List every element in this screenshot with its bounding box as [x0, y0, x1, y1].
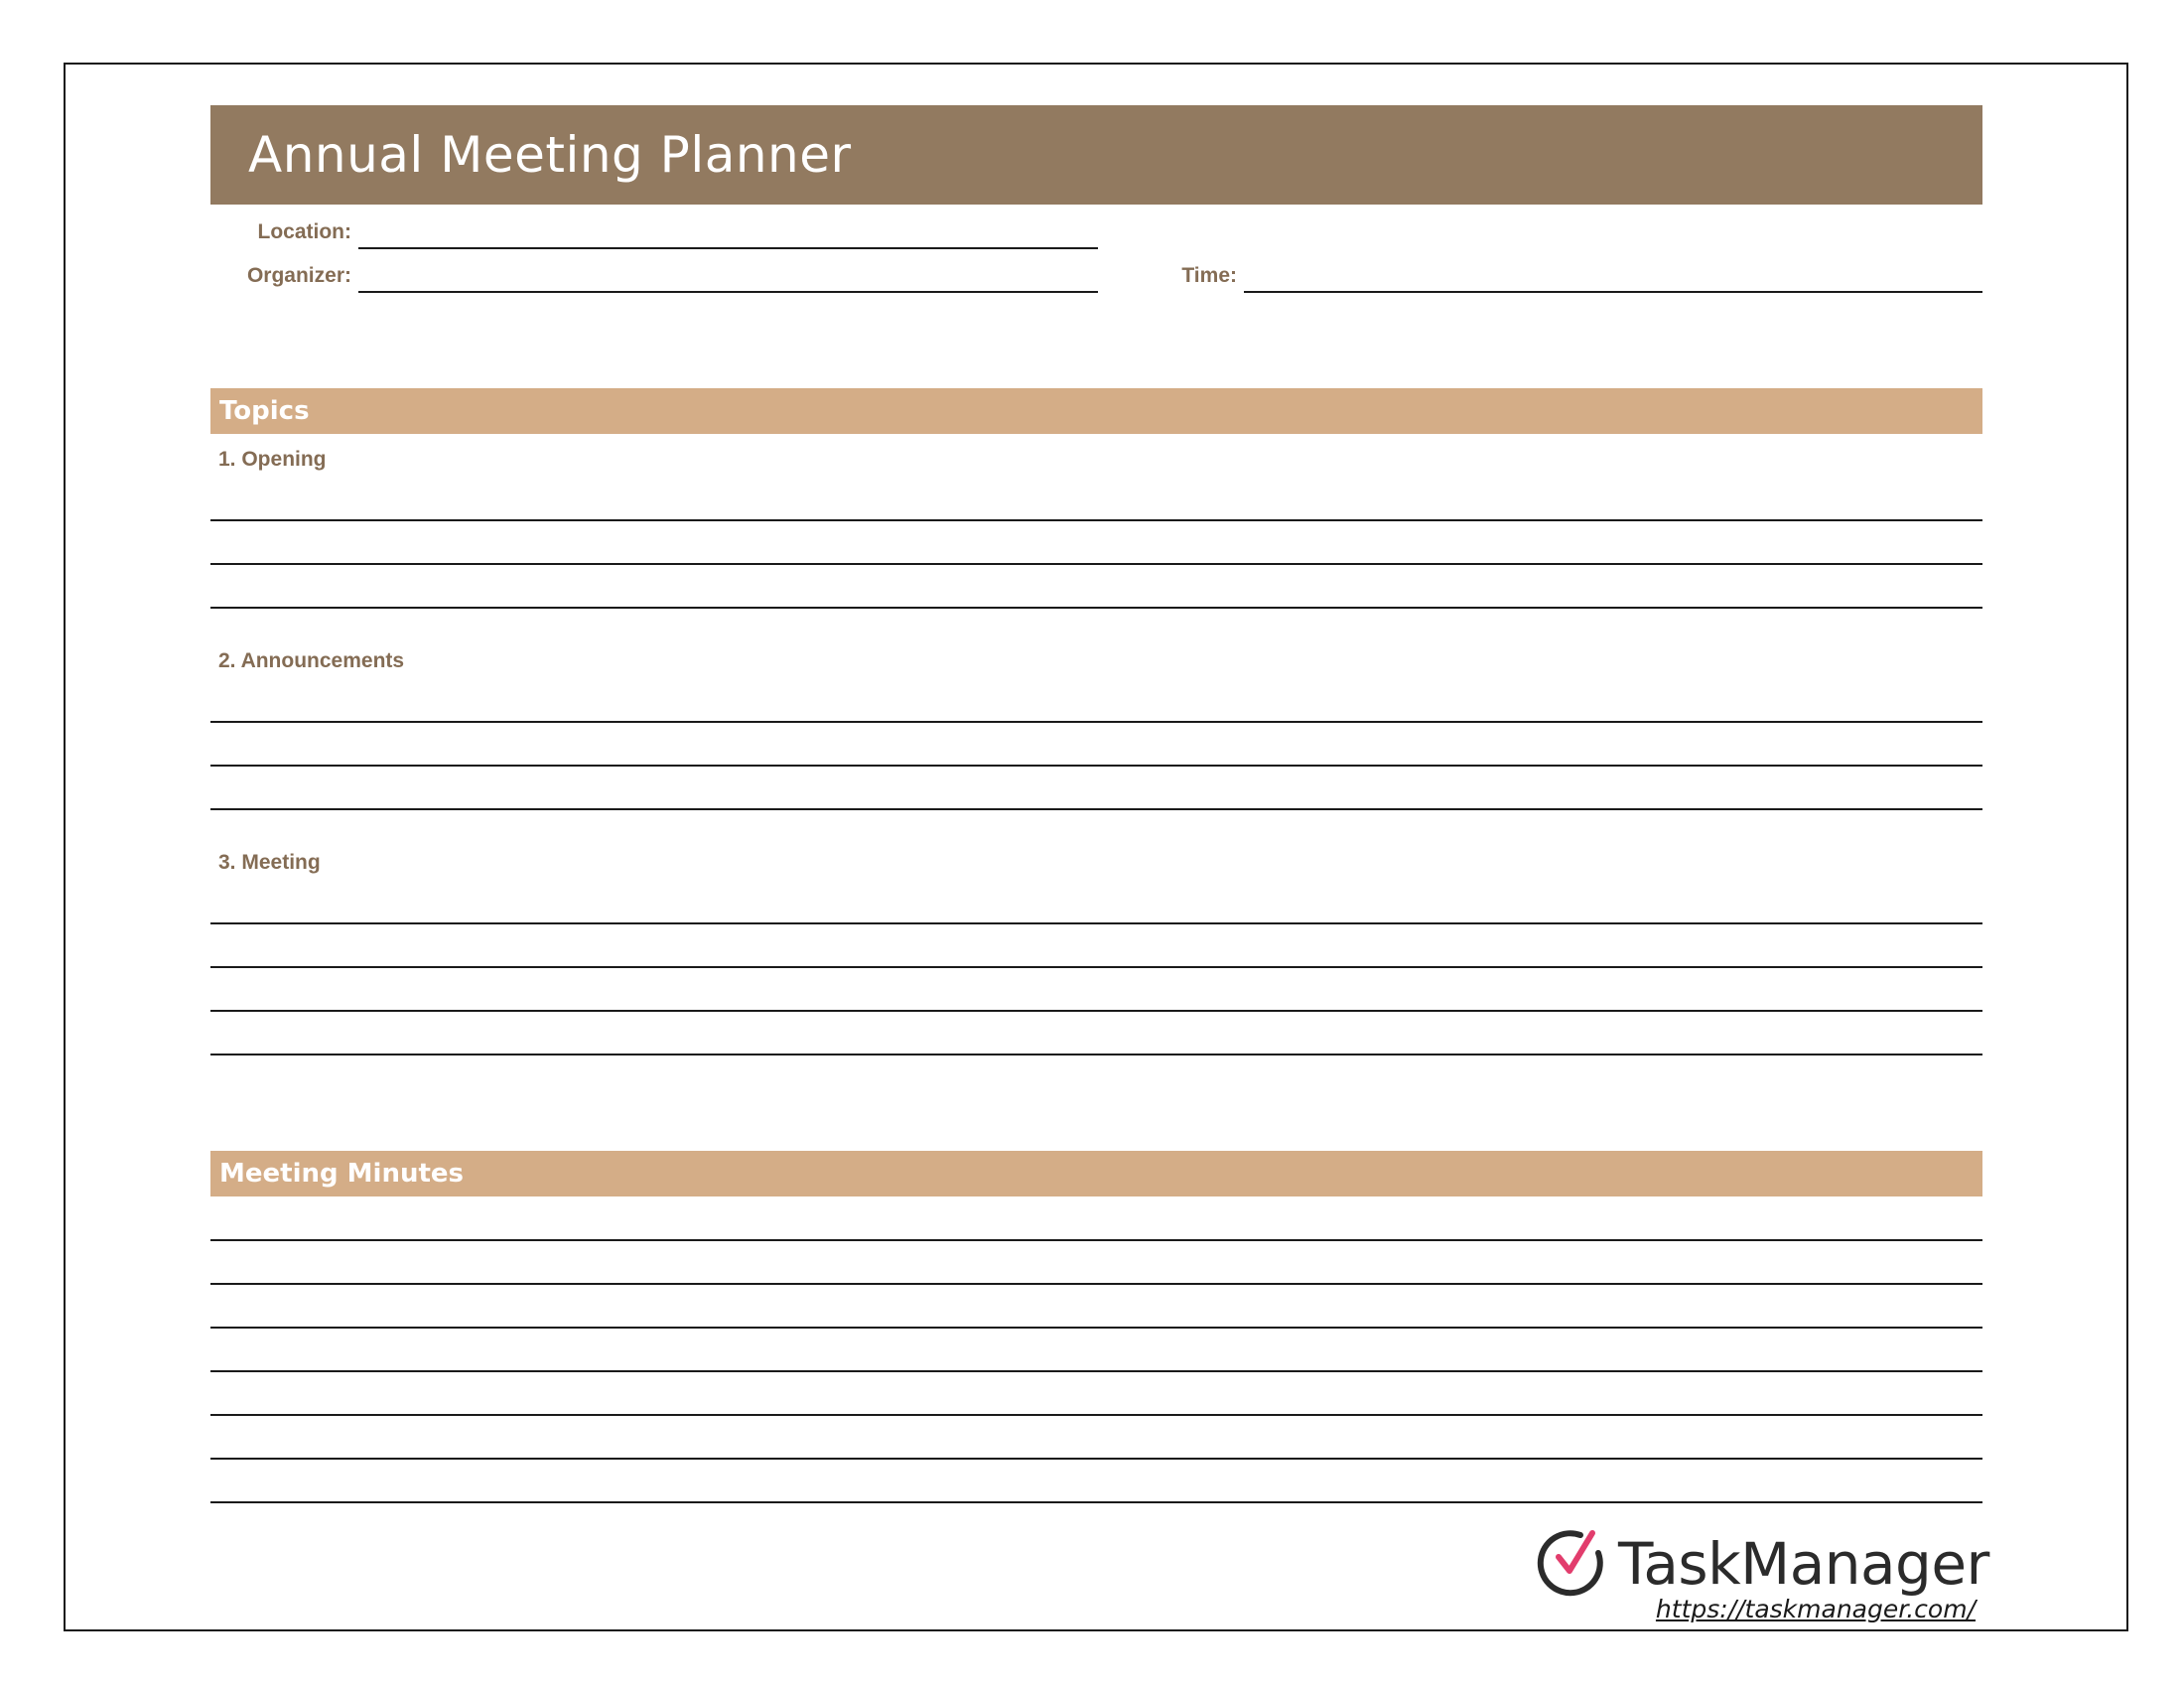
- meeting-line-2[interactable]: [210, 966, 1982, 968]
- announcements-line-2[interactable]: [210, 765, 1982, 767]
- minutes-line-7[interactable]: [210, 1501, 1982, 1503]
- check-circle-icon: [1537, 1527, 1606, 1597]
- time-field[interactable]: [1244, 291, 1982, 293]
- meeting-line-3[interactable]: [210, 1010, 1982, 1012]
- minutes-line-1[interactable]: [210, 1239, 1982, 1241]
- location-label: Location:: [257, 220, 351, 243]
- organizer-label: Organizer:: [246, 264, 351, 287]
- minutes-line-2[interactable]: [210, 1283, 1982, 1285]
- minutes-header: Meeting Minutes: [210, 1151, 1982, 1196]
- meeting-line-4[interactable]: [210, 1054, 1982, 1055]
- brand-name: TaskManager: [1618, 1530, 1989, 1598]
- minutes-line-5[interactable]: [210, 1414, 1982, 1416]
- opening-line-2[interactable]: [210, 563, 1982, 565]
- topics-header: Topics: [210, 388, 1982, 434]
- meeting-line-1[interactable]: [210, 922, 1982, 924]
- opening-line-1[interactable]: [210, 519, 1982, 521]
- topic-announcements-label: 2. Announcements: [218, 649, 405, 672]
- topic-opening-label: 1. Opening: [218, 448, 327, 471]
- page-title: Annual Meeting Planner: [210, 105, 1982, 205]
- time-label: Time:: [1181, 264, 1237, 287]
- topic-meeting-label: 3. Meeting: [218, 851, 321, 874]
- organizer-field[interactable]: [358, 291, 1098, 293]
- announcements-line-3[interactable]: [210, 808, 1982, 810]
- minutes-line-6[interactable]: [210, 1458, 1982, 1460]
- brand-url-link[interactable]: https://taskmanager.com/: [1655, 1595, 1976, 1623]
- minutes-line-4[interactable]: [210, 1370, 1982, 1372]
- opening-line-3[interactable]: [210, 607, 1982, 609]
- announcements-line-1[interactable]: [210, 721, 1982, 723]
- page-frame: [64, 63, 2128, 1631]
- minutes-line-3[interactable]: [210, 1327, 1982, 1329]
- location-field[interactable]: [358, 247, 1098, 249]
